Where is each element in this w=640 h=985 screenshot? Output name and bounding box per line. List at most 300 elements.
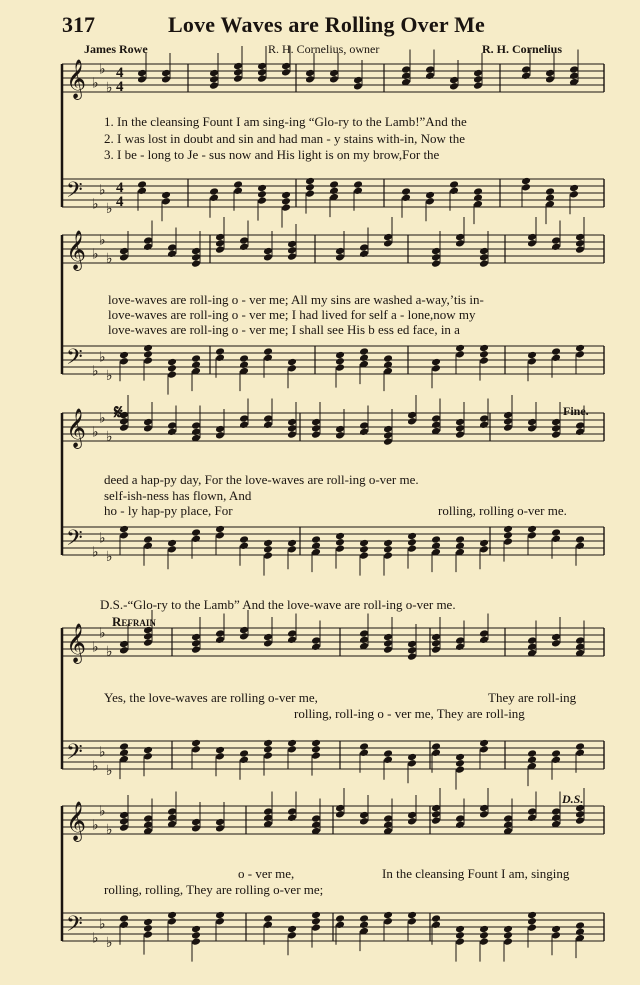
note-head xyxy=(383,917,393,926)
note-head xyxy=(305,183,315,192)
note-head xyxy=(191,937,201,946)
note-head xyxy=(575,344,585,353)
note-head xyxy=(407,911,417,920)
note-head xyxy=(527,807,537,816)
note-head xyxy=(287,636,297,645)
note-head xyxy=(479,414,489,423)
note-head xyxy=(191,639,201,648)
note-head xyxy=(233,187,243,196)
note-head xyxy=(503,525,513,534)
treble-clef-icon: 𝄞 xyxy=(66,801,87,841)
note-head xyxy=(191,259,201,268)
note-head xyxy=(287,240,297,249)
note-head xyxy=(215,233,225,242)
note-head xyxy=(575,742,585,751)
note-head xyxy=(551,528,561,537)
note-head xyxy=(551,931,561,940)
note-head xyxy=(527,418,537,427)
note-head xyxy=(137,187,147,196)
note-head xyxy=(401,187,411,196)
time-signature: 4 xyxy=(116,79,124,95)
system1-verse1: 1. In the cleansing Fount I am sing-ing “Glo-ry to the Lamb!”And the xyxy=(104,114,467,129)
note-head xyxy=(329,187,339,196)
note-head xyxy=(407,417,417,426)
note-head xyxy=(119,357,129,366)
note-head xyxy=(311,636,321,645)
note-head xyxy=(335,253,345,262)
note-head xyxy=(401,194,411,203)
note-head xyxy=(383,911,393,920)
note-head xyxy=(575,810,585,819)
note-head xyxy=(527,351,537,360)
note-head xyxy=(455,937,465,946)
note-head xyxy=(233,74,243,83)
bass-clef-icon: 𝄢 xyxy=(66,345,83,375)
note-head xyxy=(479,344,489,353)
note-head xyxy=(359,250,369,259)
note-head xyxy=(431,749,441,758)
note-head xyxy=(263,354,273,363)
treble-clef-icon: 𝄞 xyxy=(66,623,87,663)
note-head xyxy=(191,421,201,430)
note-head xyxy=(479,810,489,819)
note-head xyxy=(167,807,177,816)
note-head xyxy=(431,247,441,256)
note-head xyxy=(167,917,177,926)
system2-verse2: love-waves are roll-ing o - ver me; I had lived for self a - lone,now my xyxy=(108,307,476,322)
note-head xyxy=(239,236,249,245)
time-signature: 4 xyxy=(116,65,124,81)
note-head xyxy=(383,814,393,823)
note-head xyxy=(455,239,465,248)
note-head xyxy=(311,430,321,439)
note-head xyxy=(191,824,201,833)
note-head xyxy=(407,640,417,649)
note-head xyxy=(383,756,393,765)
note-head xyxy=(359,749,369,758)
note-head xyxy=(281,191,291,200)
system3-verse3: ho - ly hap-py place, For xyxy=(104,503,233,518)
note-head xyxy=(455,233,465,242)
note-head xyxy=(287,925,297,934)
note-head xyxy=(143,752,153,761)
note-head xyxy=(215,531,225,540)
note-head xyxy=(191,354,201,363)
note-head xyxy=(215,629,225,638)
note-head xyxy=(119,525,129,534)
treble-clef-icon: 𝄞 xyxy=(66,408,87,448)
note-head xyxy=(455,350,465,359)
refrain-line1b: They are roll-ing xyxy=(488,690,577,705)
note-head xyxy=(215,746,225,755)
note-head xyxy=(215,824,225,833)
note-head xyxy=(449,180,459,189)
flat-icon: ♭ xyxy=(106,429,113,445)
note-head xyxy=(329,180,339,189)
note-head xyxy=(575,921,585,930)
note-head xyxy=(503,937,513,946)
note-head xyxy=(311,424,321,433)
note-head xyxy=(287,252,297,261)
flat-icon: ♭ xyxy=(99,530,106,547)
flat-icon: ♭ xyxy=(106,549,113,565)
flat-icon: ♭ xyxy=(99,182,106,199)
note-head xyxy=(407,817,417,826)
note-head xyxy=(281,62,291,71)
hymn-title: Love Waves are Rolling Over Me xyxy=(168,12,486,37)
treble-clef-icon: 𝄞 xyxy=(66,230,87,270)
note-head xyxy=(239,354,249,363)
note-head xyxy=(239,421,249,430)
note-head xyxy=(359,539,369,548)
note-head xyxy=(545,187,555,196)
note-head xyxy=(137,75,147,84)
system2-verse1: love-waves are roll-ing o - ver me; All my sins are washed a-way,’tis in- xyxy=(108,292,484,307)
owner-credit: R. H. Cornelius, owner xyxy=(268,42,380,56)
note-head xyxy=(473,69,483,78)
note-head xyxy=(215,245,225,254)
note-head xyxy=(191,645,201,654)
note-head xyxy=(239,626,249,635)
note-head xyxy=(569,65,579,74)
note-head xyxy=(167,250,177,259)
note-head xyxy=(383,233,393,242)
note-head xyxy=(359,243,369,252)
note-head xyxy=(551,424,561,433)
flat-icon: ♭ xyxy=(92,363,99,380)
note-head xyxy=(257,74,267,83)
note-head xyxy=(311,643,321,652)
note-head xyxy=(455,814,465,823)
note-head xyxy=(263,745,273,754)
flat-icon: ♭ xyxy=(99,61,106,78)
note-head xyxy=(383,437,393,446)
note-head xyxy=(527,814,537,823)
note-head xyxy=(455,643,465,652)
note-head xyxy=(503,537,513,546)
note-head xyxy=(263,807,273,816)
note-head xyxy=(425,72,435,81)
note-head xyxy=(575,749,585,758)
note-head xyxy=(215,525,225,534)
note-head xyxy=(143,542,153,551)
note-head xyxy=(209,69,219,78)
note-head xyxy=(473,194,483,203)
note-head xyxy=(431,259,441,268)
note-head xyxy=(407,652,417,661)
note-head xyxy=(431,810,441,819)
note-head xyxy=(551,807,561,816)
note-head xyxy=(401,72,411,81)
note-head xyxy=(287,364,297,373)
flat-icon: ♭ xyxy=(92,817,99,834)
flat-icon: ♭ xyxy=(92,544,99,561)
note-head xyxy=(305,189,315,198)
note-head xyxy=(527,643,537,652)
note-head xyxy=(191,633,201,642)
note-head xyxy=(263,639,273,648)
fine-mark: Fine. xyxy=(563,404,589,418)
note-head xyxy=(143,344,153,353)
note-head xyxy=(527,756,537,765)
note-head xyxy=(311,923,321,932)
note-head xyxy=(209,75,219,84)
note-head xyxy=(215,431,225,440)
note-head xyxy=(479,539,489,548)
note-head xyxy=(431,645,441,654)
note-head xyxy=(407,811,417,820)
note-head xyxy=(143,424,153,433)
note-head xyxy=(119,253,129,262)
note-head xyxy=(167,370,177,379)
note-head xyxy=(119,351,129,360)
note-head xyxy=(359,545,369,554)
note-head xyxy=(503,925,513,934)
note-head xyxy=(503,931,513,940)
note-head xyxy=(311,739,321,748)
note-head xyxy=(575,535,585,544)
flat-icon: ♭ xyxy=(92,758,99,775)
page-number: 317 xyxy=(62,12,95,37)
note-head xyxy=(503,814,513,823)
note-head xyxy=(335,532,345,541)
note-head xyxy=(281,197,291,206)
note-head xyxy=(431,253,441,262)
note-head xyxy=(407,759,417,768)
note-head xyxy=(335,425,345,434)
note-head xyxy=(263,414,273,423)
note-head xyxy=(359,914,369,923)
note-head xyxy=(167,545,177,554)
note-head xyxy=(239,361,249,370)
note-head xyxy=(263,751,273,760)
note-head xyxy=(335,247,345,256)
note-head xyxy=(191,528,201,537)
note-head xyxy=(575,233,585,242)
note-head xyxy=(431,921,441,930)
note-head xyxy=(575,816,585,825)
note-head xyxy=(527,233,537,242)
note-head xyxy=(167,421,177,430)
note-head xyxy=(167,911,177,920)
note-head xyxy=(335,804,345,813)
note-head xyxy=(575,542,585,551)
flat-icon: ♭ xyxy=(106,368,113,384)
note-head xyxy=(431,421,441,430)
note-head xyxy=(407,544,417,553)
note-head xyxy=(569,184,579,193)
note-head xyxy=(335,921,345,930)
note-head xyxy=(305,177,315,186)
note-head xyxy=(383,425,393,434)
note-head xyxy=(407,538,417,547)
note-head xyxy=(353,187,363,196)
flat-icon: ♭ xyxy=(92,196,99,213)
note-head xyxy=(551,633,561,642)
note-head xyxy=(287,931,297,940)
flat-icon: ♭ xyxy=(106,201,113,217)
note-head xyxy=(455,821,465,830)
note-head xyxy=(119,749,129,758)
note-head xyxy=(143,632,153,641)
note-head xyxy=(449,187,459,196)
note-head xyxy=(215,917,225,926)
note-head xyxy=(167,539,177,548)
note-head xyxy=(143,243,153,252)
note-head xyxy=(359,636,369,645)
note-head xyxy=(161,197,171,206)
note-head xyxy=(263,921,273,930)
note-head xyxy=(479,253,489,262)
note-head xyxy=(383,821,393,830)
note-head xyxy=(425,197,435,206)
note-head xyxy=(263,914,273,923)
note-head xyxy=(521,177,531,186)
note-head xyxy=(383,354,393,363)
note-head xyxy=(551,535,561,544)
note-head xyxy=(311,418,321,427)
note-head xyxy=(263,347,273,356)
note-head xyxy=(119,823,129,832)
flat-icon: ♭ xyxy=(99,349,106,366)
note-head xyxy=(239,243,249,252)
note-head xyxy=(215,354,225,363)
note-head xyxy=(257,184,267,193)
note-head xyxy=(455,424,465,433)
note-head xyxy=(479,350,489,359)
note-head xyxy=(143,236,153,245)
note-head xyxy=(263,545,273,554)
note-head xyxy=(503,531,513,540)
note-head xyxy=(503,411,513,420)
note-head xyxy=(503,417,513,426)
flat-icon: ♭ xyxy=(106,822,113,838)
note-head xyxy=(383,749,393,758)
note-head xyxy=(383,539,393,548)
note-head xyxy=(479,629,489,638)
note-head xyxy=(551,354,561,363)
flat-icon: ♭ xyxy=(92,424,99,441)
system3-verse2: self-ish-ness has flown, And xyxy=(104,488,252,503)
note-head xyxy=(575,643,585,652)
note-head xyxy=(359,742,369,751)
note-head xyxy=(431,364,441,373)
note-head xyxy=(359,811,369,820)
flat-icon: ♭ xyxy=(92,246,99,263)
note-head xyxy=(263,814,273,823)
note-head xyxy=(239,756,249,765)
note-head xyxy=(191,535,201,544)
flat-icon: ♭ xyxy=(106,763,113,779)
note-head xyxy=(575,428,585,437)
note-head xyxy=(311,821,321,830)
system5-line2: rolling, rolling, They are rolling o-ver me; xyxy=(104,882,324,897)
note-head xyxy=(143,918,153,927)
refrain-line2: rolling, roll-ing o - ver me, They are roll-ing xyxy=(294,706,525,721)
note-head xyxy=(473,187,483,196)
note-head xyxy=(311,535,321,544)
note-head xyxy=(359,551,369,560)
note-head xyxy=(455,430,465,439)
note-head xyxy=(209,194,219,203)
note-head xyxy=(335,431,345,440)
note-head xyxy=(263,633,273,642)
note-head xyxy=(287,739,297,748)
note-head xyxy=(383,639,393,648)
note-head xyxy=(455,535,465,544)
note-head xyxy=(431,816,441,825)
system2-verse3: love-waves are roll-ing o - ver me; I shall see His b ess ed face, in a xyxy=(108,322,460,337)
flat-icon: ♭ xyxy=(106,80,113,96)
flat-icon: ♭ xyxy=(106,644,113,660)
ds-mark: D.S. xyxy=(562,792,584,806)
note-head xyxy=(119,742,129,751)
note-head xyxy=(287,424,297,433)
note-head xyxy=(455,931,465,940)
note-head xyxy=(455,765,465,774)
note-head xyxy=(311,911,321,920)
note-head xyxy=(119,817,129,826)
note-head xyxy=(263,253,273,262)
note-head xyxy=(479,937,489,946)
note-head xyxy=(383,239,393,248)
note-head xyxy=(167,814,177,823)
note-head xyxy=(143,814,153,823)
note-head xyxy=(167,358,177,367)
note-head xyxy=(233,62,243,71)
note-head xyxy=(569,72,579,81)
note-head xyxy=(287,629,297,638)
note-head xyxy=(359,921,369,930)
note-head xyxy=(527,917,537,926)
note-head xyxy=(551,925,561,934)
flat-icon: ♭ xyxy=(92,639,99,656)
note-head xyxy=(305,75,315,84)
note-head xyxy=(257,190,267,199)
note-head xyxy=(521,183,531,192)
note-head xyxy=(479,545,489,554)
note-head xyxy=(263,539,273,548)
refrain-line1a: Yes, the love-waves are rolling o-ver me, xyxy=(104,690,318,705)
note-head xyxy=(215,347,225,356)
note-head xyxy=(239,542,249,551)
system1-verse2: 2. I was lost in doubt and sin and had man - y stains with-in, Now the xyxy=(104,131,466,146)
note-head xyxy=(191,925,201,934)
note-head xyxy=(431,914,441,923)
note-head xyxy=(143,924,153,933)
note-head xyxy=(119,640,129,649)
refrain-label: Refrain xyxy=(112,614,156,629)
note-head xyxy=(479,421,489,430)
note-head xyxy=(257,62,267,71)
note-head xyxy=(551,347,561,356)
note-head xyxy=(119,247,129,256)
note-head xyxy=(287,807,297,816)
note-head xyxy=(329,69,339,78)
note-head xyxy=(551,814,561,823)
note-head xyxy=(407,411,417,420)
note-head xyxy=(233,180,243,189)
note-head xyxy=(239,535,249,544)
note-head xyxy=(305,69,315,78)
flat-icon: ♭ xyxy=(99,916,106,933)
note-head xyxy=(431,633,441,642)
note-head xyxy=(143,418,153,427)
system5-line1a: o - ver me, xyxy=(238,866,295,881)
flat-icon: ♭ xyxy=(106,935,113,951)
note-head xyxy=(167,428,177,437)
note-head xyxy=(191,818,201,827)
